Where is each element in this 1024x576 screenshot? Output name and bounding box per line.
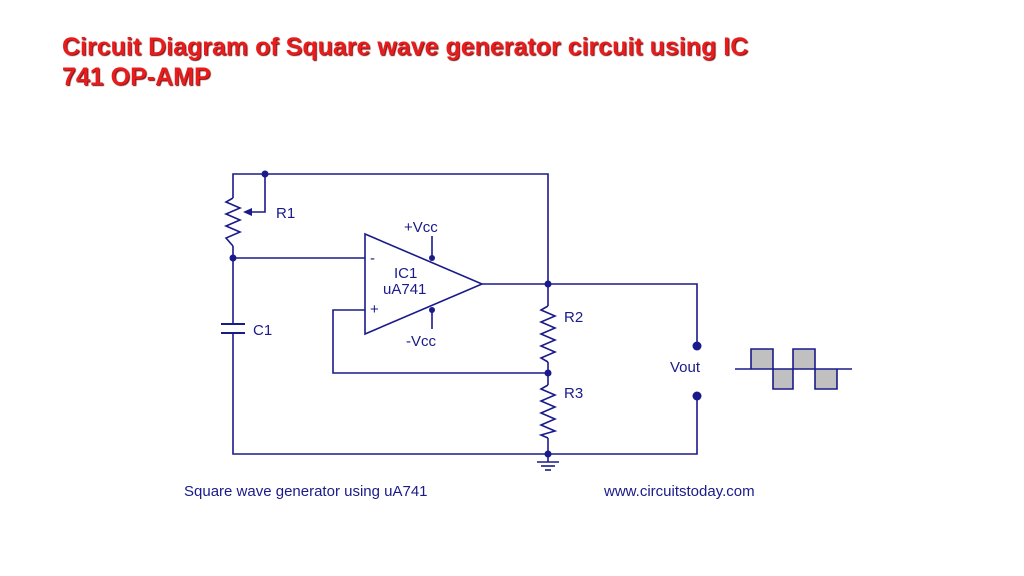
r1-wiper-wire: [251, 174, 265, 212]
noninv-input-label: +: [370, 301, 379, 318]
wiper-arrow-icon: [243, 208, 252, 216]
r2-label: R2: [564, 309, 584, 326]
vout-terminal-top: [693, 342, 702, 351]
r1-label: R1: [276, 205, 296, 222]
title-line-2: 741 OP-AMP: [62, 63, 211, 91]
r3-label: R3: [564, 385, 584, 402]
wires: [233, 174, 697, 462]
inv-input-label: -: [370, 250, 375, 267]
c1-label: C1: [253, 322, 273, 339]
vcc-neg-label: -Vcc: [406, 333, 436, 350]
vout-label: Vout: [670, 359, 701, 376]
ground-icon: [537, 462, 559, 470]
vcc-pos-label: +Vcc: [404, 219, 438, 236]
square-wave-icon: [735, 349, 852, 389]
r3-resistor: [541, 385, 555, 438]
title-line-1: Circuit Diagram of Square wave generator circuit using IC: [62, 33, 749, 61]
caption-right: www.circuitstoday.com: [604, 483, 755, 500]
bottom-wire: [233, 333, 548, 454]
vout-bottom-wire: [548, 396, 697, 454]
vout-terminal-bottom: [693, 392, 702, 401]
caption-left: Square wave generator using uA741: [184, 483, 428, 500]
c1-capacitor: [221, 324, 245, 333]
ic-part-label: uA741: [383, 281, 427, 298]
r1-potentiometer: [226, 198, 252, 246]
ic-name-label: IC1: [394, 265, 418, 282]
r2-resistor: [541, 306, 555, 362]
